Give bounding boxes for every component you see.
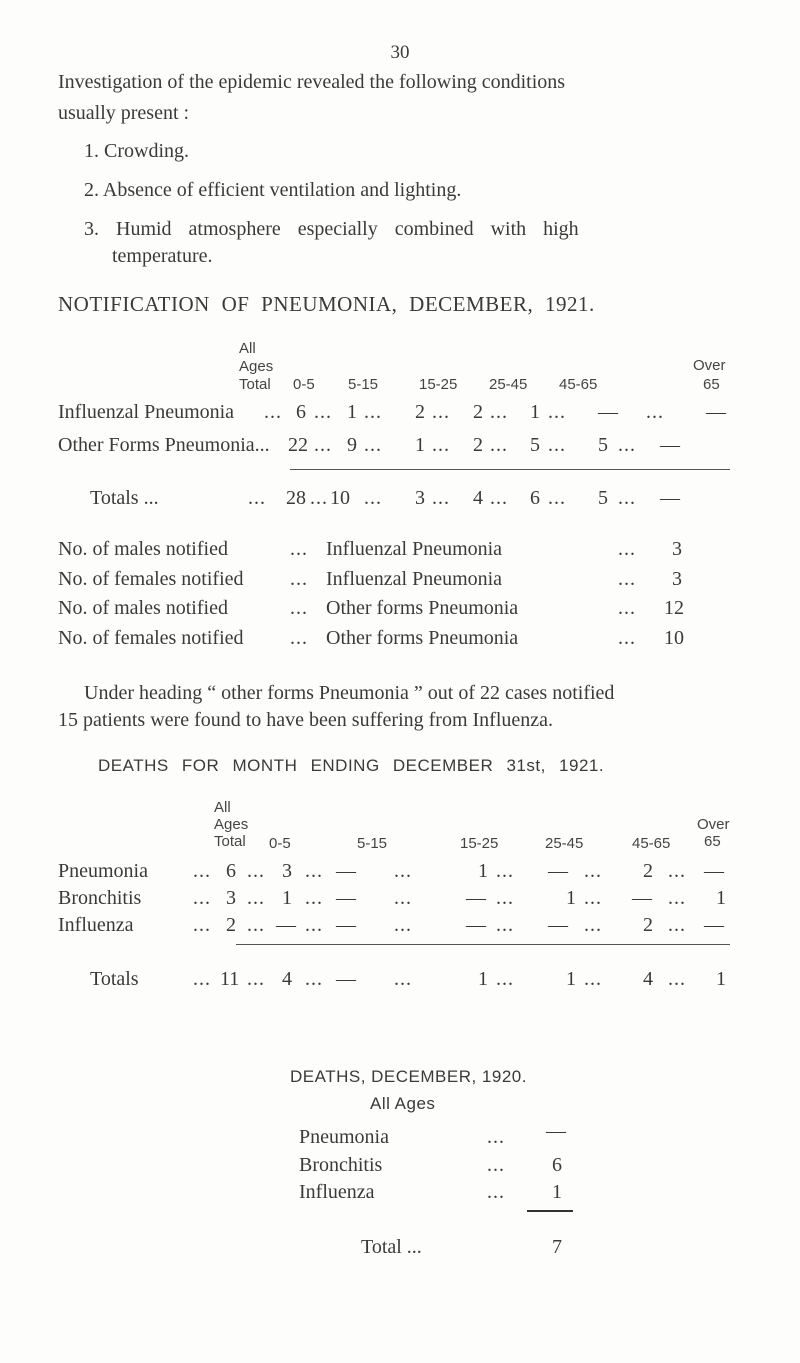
row-dots: ... [310, 487, 328, 509]
row-cell: 2 [643, 860, 653, 882]
condition-item-3: 3. Humid atmosphere especially combined with high [84, 218, 579, 240]
row-value: 6 [552, 1154, 562, 1176]
row-dots: ... [305, 860, 323, 882]
row-cell: 1 [530, 401, 540, 423]
row-dots: ... [584, 968, 602, 990]
totals-cell: 4 [643, 968, 653, 990]
header-ages: Ages [239, 358, 274, 375]
row-label: Pneumonia [58, 860, 148, 882]
row-value: — [546, 1120, 566, 1142]
row-dots: ... [247, 914, 265, 936]
row-dots: ... [618, 627, 636, 649]
row-dots: ... [394, 968, 412, 990]
header-65: 65 [704, 833, 721, 850]
header-0-5: 0-5 [293, 376, 315, 393]
totals-cell: — [336, 968, 356, 990]
total-label: Total ... [361, 1236, 422, 1258]
row-dots: ... [668, 860, 686, 882]
page-number: 30 [390, 42, 410, 63]
totals-total: 11 [220, 968, 240, 990]
row-dots: ... [548, 487, 566, 509]
row-dots: ... [193, 887, 211, 909]
row-cell: 2 [415, 401, 425, 423]
row-dots: ... [496, 914, 514, 936]
header-25-45: 25-45 [545, 835, 584, 852]
header-0-5: 0-5 [269, 835, 291, 852]
row-cell: 1 [347, 401, 357, 423]
notified-type: Influenzal Pneumonia [326, 568, 503, 590]
row-cell: 1 [716, 887, 726, 909]
row-cell: 5 [530, 434, 540, 456]
notified-type: Other forms Pneumonia [326, 597, 519, 619]
row-cell: — [466, 887, 486, 909]
row-dots: ... [364, 487, 382, 509]
row-cell: — [704, 860, 724, 882]
intro-line-1: Investigation of the epidemic revealed the following conditions [58, 71, 566, 93]
totals-label: Totals ... [90, 487, 159, 509]
totals-cell: 4 [282, 968, 292, 990]
row-dots: ... [646, 401, 664, 423]
row-dots: ... [247, 860, 265, 882]
row-dots: ... [668, 914, 686, 936]
totals-cell: 5 [598, 487, 608, 509]
row-dots: ... [290, 627, 308, 649]
row-cell: — [706, 401, 726, 423]
row-dots: ... [290, 538, 308, 560]
header-over: Over [693, 357, 726, 374]
row-cell: 1 [566, 887, 576, 909]
table-rule [290, 469, 730, 470]
row-cell: — [704, 914, 724, 936]
row-dots: ... [314, 434, 332, 456]
row-total: 2 [226, 914, 236, 936]
row-dots: ... [305, 968, 323, 990]
row-label: Influenzal Pneumonia [58, 401, 235, 423]
totals-cell: 10 [330, 487, 350, 509]
totals-cell: — [660, 487, 680, 509]
header-65: 65 [703, 376, 720, 393]
condition-item-1: 1. Crowding. [84, 140, 189, 162]
totals-total: 28 [286, 487, 306, 509]
totals-cell: 4 [473, 487, 483, 509]
row-dots: ... [394, 914, 412, 936]
notified-value: 10 [664, 627, 684, 649]
header-all: All [214, 799, 231, 816]
row-cell: — [632, 887, 652, 909]
total-value: 7 [552, 1236, 562, 1258]
row-dots: ... [618, 597, 636, 619]
header-total: Total [214, 833, 246, 850]
notified-label: No. of females notified [58, 627, 244, 649]
row-dots: ... [490, 434, 508, 456]
row-cell: 9 [347, 434, 357, 456]
row-dots: ... [432, 487, 450, 509]
condition-item-3-cont: temperature. [112, 245, 213, 267]
header-45-65: 45-65 [559, 376, 598, 393]
row-label: Influenza [58, 914, 134, 936]
deaths-1920-title: DEATHS, DECEMBER, 1920. [290, 1067, 527, 1086]
row-dots: ... [193, 968, 211, 990]
row-cell: 5 [598, 434, 608, 456]
row-cell: — [548, 914, 568, 936]
header-ages: Ages [214, 816, 249, 833]
header-over: Over [697, 816, 730, 833]
row-dots: ... [668, 887, 686, 909]
row-label: Influenza [299, 1181, 375, 1203]
row-cell: 1 [415, 434, 425, 456]
header-5-15: 5-15 [348, 376, 379, 393]
row-dots: ... [487, 1181, 505, 1203]
row-cell: — [660, 434, 680, 456]
row-label: Bronchitis [58, 887, 142, 909]
row-dots: ... [490, 487, 508, 509]
row-label: Other Forms Pneumonia... [58, 434, 270, 456]
row-cell: — [336, 860, 356, 882]
header-5-15: 5-15 [357, 835, 388, 852]
row-label: Bronchitis [299, 1154, 383, 1176]
row-cell: — [548, 860, 568, 882]
row-dots: ... [584, 914, 602, 936]
row-dots: ... [432, 434, 450, 456]
row-dots: ... [248, 487, 266, 509]
row-cell: — [276, 914, 296, 936]
row-dots: ... [618, 487, 636, 509]
totals-label: Totals [90, 968, 139, 990]
row-cell: — [336, 887, 356, 909]
row-value: 1 [552, 1181, 562, 1203]
row-dots: ... [314, 401, 332, 423]
row-total: 3 [226, 887, 236, 909]
notified-type: Other forms Pneumonia [326, 627, 519, 649]
row-dots: ... [496, 860, 514, 882]
intro-line-2: usually present : [58, 102, 190, 124]
row-dots: ... [548, 434, 566, 456]
note-line-1: Under heading “ other forms Pneumonia ” out of 22 cases notified [84, 682, 615, 704]
row-dots: ... [432, 401, 450, 423]
row-dots: ... [548, 401, 566, 423]
row-dots: ... [668, 968, 686, 990]
row-dots: ... [193, 860, 211, 882]
totals-cell: 1 [478, 968, 488, 990]
row-dots: ... [364, 434, 382, 456]
notification-table-title: NOTIFICATION OF PNEUMONIA, DECEMBER, 1921. [58, 292, 595, 316]
row-dots: ... [290, 568, 308, 590]
row-cell: 2 [473, 434, 483, 456]
condition-item-2: 2. Absence of efficient ventilation and lighting. [84, 179, 462, 201]
row-dots: ... [264, 401, 282, 423]
row-label: Pneumonia [299, 1126, 389, 1148]
header-total: Total [239, 376, 271, 393]
deaths-month-title: DEATHS FOR MONTH ENDING DECEMBER 31st, 1921. [98, 756, 605, 775]
notified-label: No. of females notified [58, 568, 244, 590]
header-15-25: 15-25 [419, 376, 458, 393]
row-dots: ... [618, 434, 636, 456]
row-cell: 1 [282, 887, 292, 909]
row-dots: ... [247, 887, 265, 909]
row-dots: ... [584, 887, 602, 909]
row-cell: 1 [478, 860, 488, 882]
header-all: All [239, 340, 256, 357]
header-25-45: 25-45 [489, 376, 528, 393]
row-cell: — [598, 401, 618, 423]
row-dots: ... [290, 597, 308, 619]
notified-value: 3 [672, 568, 682, 590]
row-dots: ... [496, 968, 514, 990]
totals-cell: 3 [415, 487, 425, 509]
row-cell: — [336, 914, 356, 936]
row-cell: 3 [282, 860, 292, 882]
row-total: 6 [226, 860, 236, 882]
notified-value: 3 [672, 538, 682, 560]
row-cell: 2 [643, 914, 653, 936]
row-cell: 2 [473, 401, 483, 423]
table-rule [527, 1210, 573, 1212]
row-cell: — [466, 914, 486, 936]
note-line-2: 15 patients were found to have been suffering from Influenza. [58, 709, 554, 731]
notified-value: 12 [664, 597, 684, 619]
row-dots: ... [487, 1126, 505, 1148]
row-dots: ... [394, 887, 412, 909]
totals-cell: 1 [566, 968, 576, 990]
header-45-65: 45-65 [632, 835, 671, 852]
notified-label: No. of males notified [58, 597, 228, 619]
row-dots: ... [247, 968, 265, 990]
row-dots: ... [305, 887, 323, 909]
row-dots: ... [394, 860, 412, 882]
row-dots: ... [618, 538, 636, 560]
row-dots: ... [487, 1154, 505, 1176]
row-total: 6 [296, 401, 306, 423]
row-dots: ... [305, 914, 323, 936]
row-dots: ... [364, 401, 382, 423]
row-dots: ... [490, 401, 508, 423]
notified-label: No. of males notified [58, 538, 228, 560]
row-dots: ... [193, 914, 211, 936]
row-dots: ... [618, 568, 636, 590]
totals-cell: 1 [716, 968, 726, 990]
table-rule [236, 944, 730, 945]
row-dots: ... [496, 887, 514, 909]
header-15-25: 15-25 [460, 835, 499, 852]
row-total: 22 [288, 434, 308, 456]
notified-type: Influenzal Pneumonia [326, 538, 503, 560]
totals-cell: 6 [530, 487, 540, 509]
row-dots: ... [584, 860, 602, 882]
deaths-1920-subtitle: All Ages [370, 1094, 436, 1113]
